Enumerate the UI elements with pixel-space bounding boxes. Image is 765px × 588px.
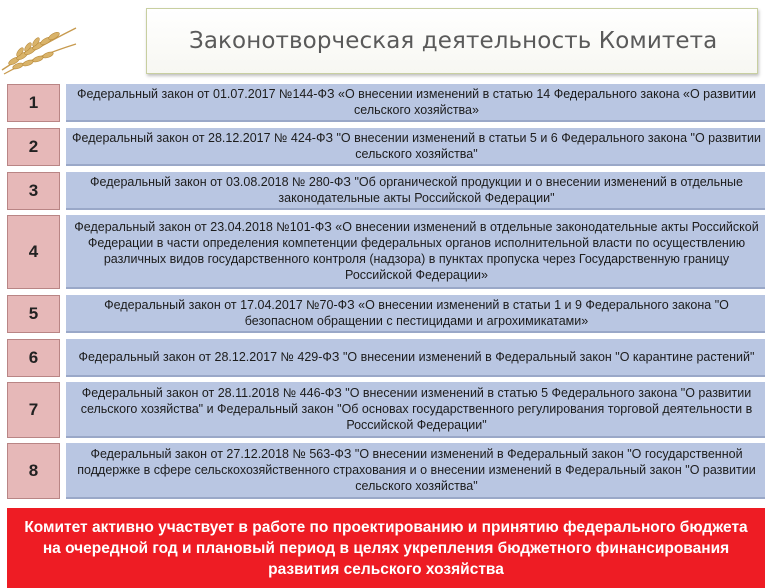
law-row-2 [7,128,765,166]
wheat-icon [0,8,78,78]
law-row-1 [7,84,765,122]
law-text: Федеральный закон от 27.12.2018 № 563-ФЗ "О внесении изменений в Федеральный закон "О государственной поддержке в сфере сельскохозяйственного страхования и о внесении изменений в Федеральный закон "О развитии сельского хозяйства" [66,443,765,499]
title-box [146,8,758,74]
page-title: Законотворческая деятельность Комитета [189,28,718,54]
law-number: 5 [7,295,60,333]
law-number: 6 [7,339,60,377]
law-number: 8 [7,443,60,499]
law-row-4 [7,215,765,289]
law-number: 2 [7,128,60,166]
law-row-3 [7,172,765,210]
law-number: 3 [7,172,60,210]
law-row-6 [7,339,765,377]
law-row-5 [7,295,765,333]
law-text: Федеральный закон от 03.08.2018 № 280-ФЗ "Об органической продукции и о внесении изменений в отдельные законодательные акты Российской Федерации" [66,172,765,210]
law-text: Федеральный закон от 28.12.2017 № 429-ФЗ "О внесении изменений в Федеральный закон "О карантине растений" [66,339,765,377]
law-text: Федеральный закон от 17.04.2017 №70-ФЗ «О внесении изменений в статьи 1 и 9 Федерального закона "О безопасном обращении с пестицидами и агрохимикатами» [66,295,765,333]
law-number: 7 [7,382,60,438]
footer-banner: Комитет активно участвует в работе по проектированию и принятию федерального бюджета на очередной год и плановый период в целях укрепления бюджетного финансирования развития сельского хозяйства [7,508,765,588]
law-text: Федеральный закон от 01.07.2017 №144-ФЗ «О внесении изменений в статью 14 Федерального закона «О развитии сельского хозяйства» [66,84,765,122]
law-number: 1 [7,84,60,122]
law-number: 4 [7,215,60,289]
law-row-8 [7,443,765,499]
law-row-7 [7,382,765,438]
law-text: Федеральный закон от 28.12.2017 № 424-ФЗ "О внесении изменений в статьи 5 и 6 Федерального закона "О развитии сельского хозяйства" [66,128,765,166]
law-text: Федеральный закон от 28.11.2018 № 446-ФЗ "О внесении изменений в статью 5 Федерального закона "О развитии сельского хозяйства" и Федеральный закон "Об основах государственного регулирования торговой деятельности в Российской Федерации" [66,382,765,438]
law-text: Федеральный закон от 23.04.2018 №101-ФЗ «О внесении изменений в отдельные законодательные акты Российской Федерации в части определения компетенции федеральных органов исполнительной власти по осуществлению различных видов государственного контроля (надзора) в пунктах пропуска через Государственную границу Российской Федерации» [66,215,765,289]
